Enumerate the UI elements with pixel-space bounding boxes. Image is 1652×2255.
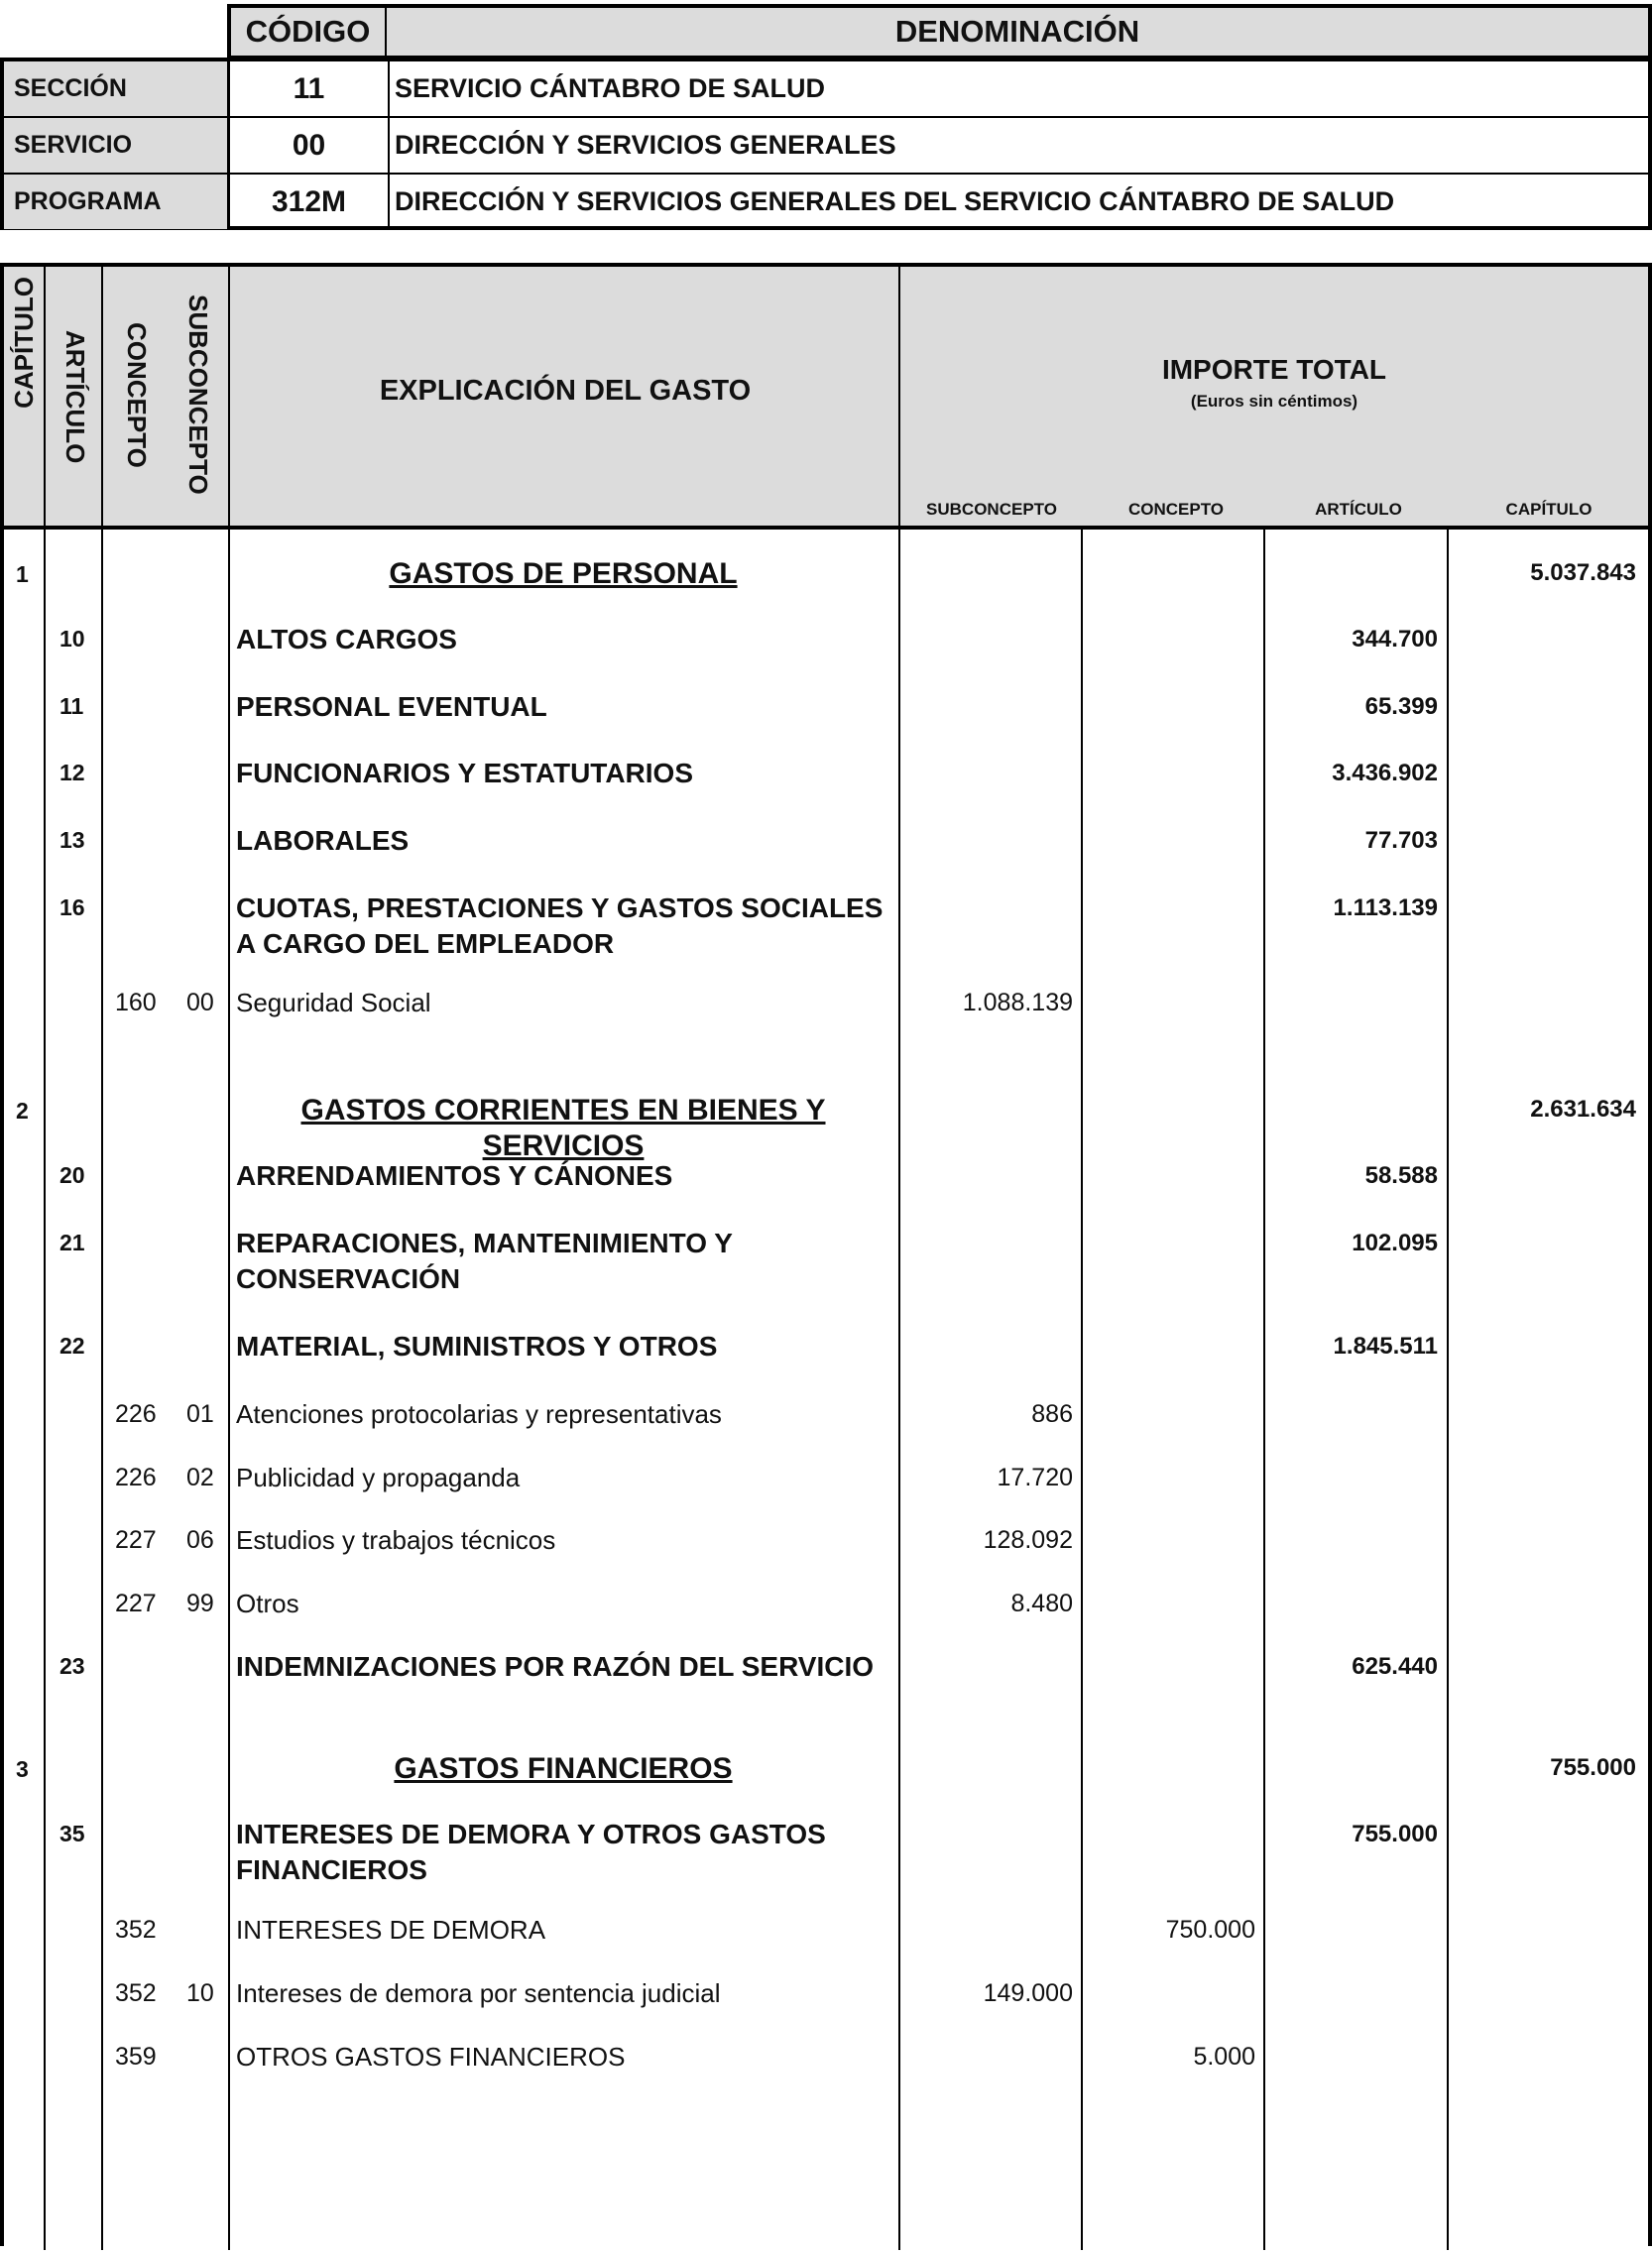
importe-capitulo: 755.000 xyxy=(1550,1754,1636,1781)
importe-articulo: 65.399 xyxy=(1364,693,1438,720)
col-concepto-header: CONCEPTO xyxy=(1127,500,1225,519)
articulo-code: 11 xyxy=(59,693,84,719)
gasto-explicacion: GASTOS CORRIENTES EN BIENES Y SERVICIOS xyxy=(300,1094,826,1162)
importe-articulo: 344.700 xyxy=(1352,626,1438,653)
concepto-code: 352 xyxy=(115,1979,157,2007)
concepto-code: 227 xyxy=(115,1526,157,1554)
col-subconcepto-header: SUBCONCEPTO xyxy=(926,500,1057,519)
concepto-code: 352 xyxy=(115,1916,157,1944)
importe-articulo: 58.588 xyxy=(1364,1162,1438,1189)
gasto-explicacion: FUNCIONARIOS Y ESTATUTARIOS xyxy=(236,758,693,788)
servicio-code: 00 xyxy=(230,118,390,173)
gasto-explicacion: REPARACIONES, MANTENIMIENTO Y CONSERVACIÓN xyxy=(236,1228,733,1294)
gasto-explicacion: Seguridad Social xyxy=(236,988,431,1017)
table-head xyxy=(4,267,1648,530)
concepto-code: 226 xyxy=(115,1400,157,1428)
servicio-name: DIRECCIÓN Y SERVICIOS GENERALES xyxy=(395,130,896,160)
gasto-explicacion: ARRENDAMIENTOS Y CÁNONES xyxy=(236,1160,673,1191)
header-rows xyxy=(0,58,1652,230)
servicio-row xyxy=(4,118,1648,173)
articulo-code: 13 xyxy=(59,827,85,853)
gasto-explicacion: INDEMNIZACIONES POR RAZÓN DEL SERVICIO xyxy=(236,1651,875,1682)
seccion-row xyxy=(4,61,1648,116)
importe-subconcepto: 1.088.139 xyxy=(962,989,1073,1016)
gasto-explicacion: Atenciones protocolarias y representativas xyxy=(236,1399,722,1429)
articulo-code: 12 xyxy=(59,760,85,785)
concepto-header: CONCEPTO xyxy=(122,322,152,468)
articulo-code: 23 xyxy=(59,1653,85,1679)
importe-articulo: 1.845.511 xyxy=(1333,1333,1438,1360)
importe-articulo: 77.703 xyxy=(1364,827,1438,854)
gasto-explicacion: INTERESES DE DEMORA xyxy=(236,1915,546,1945)
gasto-explicacion: PERSONAL EVENTUAL xyxy=(236,691,547,722)
budget-table xyxy=(0,263,1652,2246)
capitulo-code: 2 xyxy=(16,1098,29,1124)
subconcepto-code: 99 xyxy=(186,1590,214,1617)
gasto-explicacion: GASTOS FINANCIEROS xyxy=(394,1752,733,1785)
importe-subconcepto: 149.000 xyxy=(983,1979,1073,2007)
articulo-code: 20 xyxy=(59,1162,85,1188)
concepto-code: 359 xyxy=(115,2043,157,2071)
programa-label: PROGRAMA xyxy=(4,175,230,229)
col-articulo-header: ARTÍCULO xyxy=(1315,500,1402,519)
articulo-code: 22 xyxy=(59,1333,85,1359)
importe-articulo: 1.113.139 xyxy=(1333,894,1438,921)
programa-code: 312M xyxy=(230,175,390,229)
capitulo-code: 1 xyxy=(16,561,29,587)
gasto-explicacion: Otros xyxy=(236,1589,299,1618)
importe-articulo: 102.095 xyxy=(1352,1230,1438,1256)
subconcepto-code: 02 xyxy=(186,1464,214,1491)
budget-header xyxy=(0,0,1652,230)
codigo-header: CÓDIGO xyxy=(227,4,387,59)
importe-total-header: IMPORTE TOTAL xyxy=(1161,354,1387,385)
denominacion-header: DENOMINACIÓN xyxy=(385,4,1652,59)
capitulo-header: CAPÍTULO xyxy=(9,277,39,409)
importe-concepto: 750.000 xyxy=(1165,1916,1255,1944)
explicacion-header: EXPLICACIÓN DEL GASTO xyxy=(379,375,752,407)
gasto-explicacion: LABORALES xyxy=(236,825,410,856)
table-body xyxy=(4,530,1648,2255)
importe-capitulo: 5.037.843 xyxy=(1530,559,1636,586)
gasto-explicacion: INTERESES DE DEMORA Y OTROS GASTOS FINANCIEROS xyxy=(236,1819,826,1885)
importe-capitulo: 2.631.634 xyxy=(1530,1096,1636,1123)
servicio-label: SERVICIO xyxy=(4,118,230,173)
importe-articulo: 755.000 xyxy=(1352,1821,1438,1847)
articulo-code: 10 xyxy=(59,626,85,652)
gasto-explicacion: CUOTAS, PRESTACIONES Y GASTOS SOCIALES A CARGO DEL EMPLEADOR xyxy=(236,892,884,959)
articulo-code: 21 xyxy=(59,1230,85,1255)
concepto-code: 226 xyxy=(115,1464,157,1491)
gasto-explicacion: Publicidad y propaganda xyxy=(236,1463,521,1492)
subconcepto-code: 10 xyxy=(186,1979,214,2007)
articulo-code: 16 xyxy=(59,894,85,920)
seccion-label: SECCIÓN xyxy=(4,61,230,116)
programa-name: DIRECCIÓN Y SERVICIOS GENERALES DEL SERVICIO CÁNTABRO DE SALUD xyxy=(395,186,1395,216)
articulo-header: ARTÍCULO xyxy=(60,330,90,464)
gasto-explicacion: Estudios y trabajos técnicos xyxy=(236,1525,556,1555)
col-capitulo-header: CAPÍTULO xyxy=(1505,500,1593,519)
articulo-code: 35 xyxy=(59,1821,85,1846)
subconcepto-header: SUBCONCEPTO xyxy=(183,295,213,495)
subconcepto-code: 06 xyxy=(186,1526,214,1554)
gasto-explicacion: ALTOS CARGOS xyxy=(236,624,457,654)
importe-articulo: 3.436.902 xyxy=(1332,760,1438,786)
concepto-code: 160 xyxy=(115,989,157,1016)
gasto-explicacion: Intereses de demora por sentencia judicial xyxy=(236,1978,721,2008)
importe-subconcepto: 17.720 xyxy=(997,1464,1073,1491)
subconcepto-code: 01 xyxy=(186,1400,214,1428)
gasto-explicacion: OTROS GASTOS FINANCIEROS xyxy=(236,2042,626,2072)
seccion-code: 11 xyxy=(230,61,390,116)
importe-articulo: 625.440 xyxy=(1352,1653,1438,1680)
gasto-explicacion: GASTOS DE PERSONAL xyxy=(389,557,738,590)
subconcepto-code: 00 xyxy=(186,989,214,1016)
capitulo-code: 3 xyxy=(16,1756,29,1782)
importe-concepto: 5.000 xyxy=(1193,2043,1255,2071)
gasto-explicacion: MATERIAL, SUMINISTROS Y OTROS xyxy=(236,1331,718,1362)
concepto-code: 227 xyxy=(115,1590,157,1617)
importe-subconcepto: 128.092 xyxy=(983,1526,1073,1554)
importe-subconcepto: 886 xyxy=(1031,1400,1073,1428)
importe-subconcepto: 8.480 xyxy=(1010,1590,1073,1617)
programa-row xyxy=(4,175,1648,229)
importe-units: (Euros sin céntimos) xyxy=(1190,392,1358,411)
seccion-name: SERVICIO CÁNTABRO DE SALUD xyxy=(395,73,826,103)
